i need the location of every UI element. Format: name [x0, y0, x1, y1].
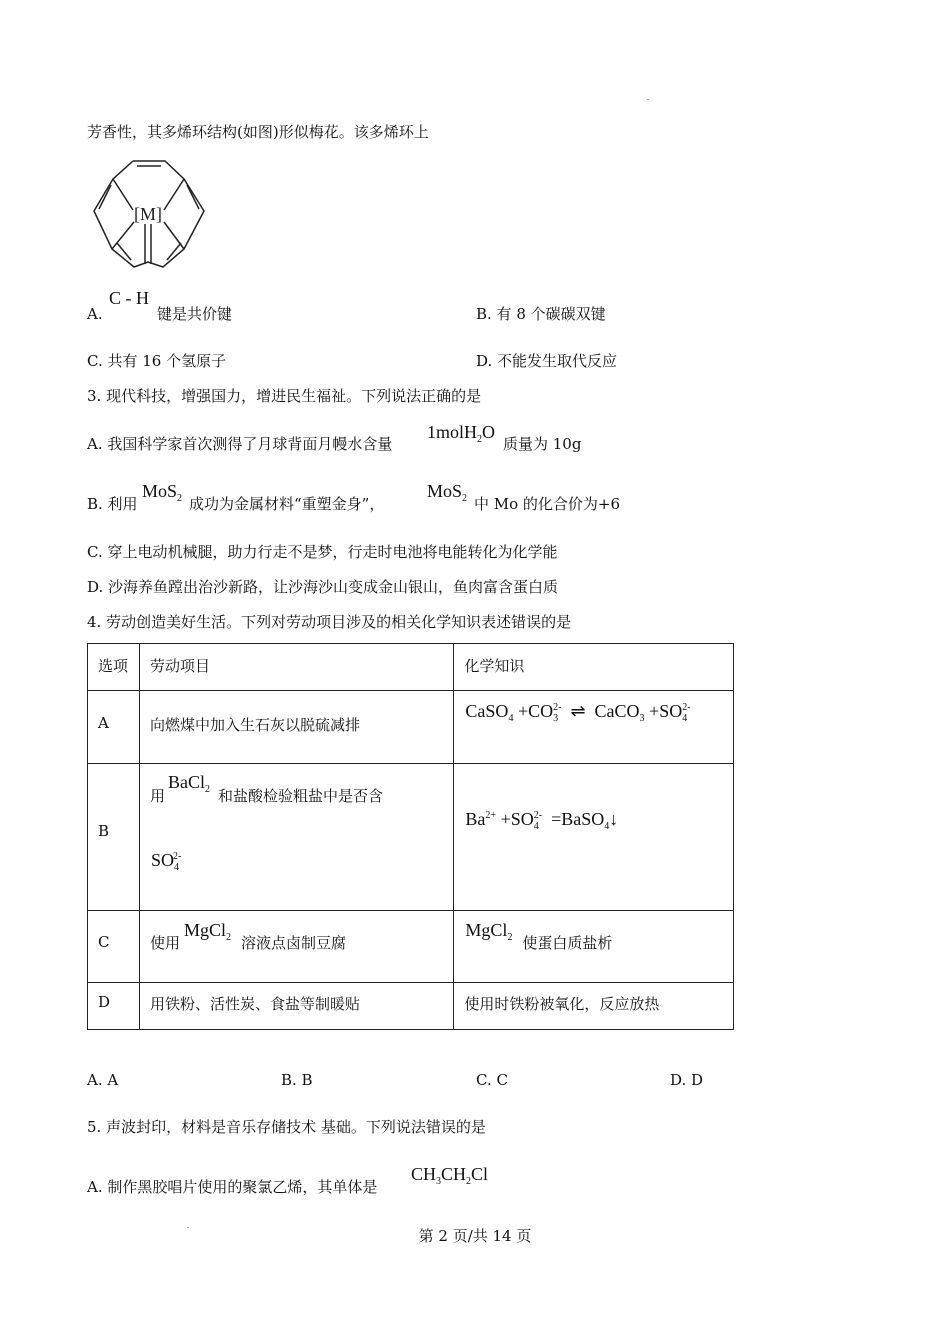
table-row: [88, 691, 734, 764]
q4-option-b: B. B: [281, 1071, 313, 1089]
row-c-formula: MgCl$_2$: [183, 920, 231, 943]
row-d-knowledge: 使用时铁粉被氧化，反应放热: [454, 983, 734, 1030]
q3-option-b-mid: 成功为金属材料“重塑金身”，: [189, 495, 385, 513]
header-project: 劳动项目: [139, 644, 453, 691]
row-c-knowledge: MgCl$_2$ 使蛋白质盐析: [454, 911, 734, 983]
page-footer: 第 2 页/共 14 页: [418, 1227, 532, 1245]
row-b-formula: BaCl$_2$: [167, 772, 210, 795]
row-a-equation: CaSO$_4$ $+CO_3^{2-}$ ⇌ CaCO$_3$ $+SO_4^{2-}$: [465, 701, 691, 724]
q4-option-c: C. C: [476, 1071, 508, 1089]
q4-table: [87, 643, 734, 1030]
q4-stem: 4. 劳动创造美好生活。下列对劳动项目涉及的相关化学知识表述错误的是: [87, 613, 572, 631]
q2-option-d: D. 不能发生取代反应: [476, 352, 618, 370]
table-header-row: [88, 644, 734, 691]
q2-option-a-text: 键是共价键: [157, 305, 233, 323]
q3-option-a-formula: 1molH$_2$O: [427, 422, 496, 445]
q2-option-a-label: A.: [87, 305, 103, 323]
q2-option-c: C. 共有 16 个氢原子: [87, 352, 227, 370]
table-row: [88, 764, 734, 911]
q4-option-a: A. A: [87, 1071, 119, 1089]
q5-option-a-formula: $CH_3CH_2Cl$: [411, 1164, 489, 1187]
q3-option-b-formula-2: MoS$_2$: [427, 481, 468, 504]
q3-option-a-text: A. 我国科学家首次测得了月球背面月幔水含量: [87, 435, 393, 453]
row-d-project: 用铁粉、活性炭、食盐等制暖贴: [139, 983, 453, 1030]
q3-option-b-text: B. 利用: [87, 495, 138, 513]
row-b-project: 用 BaCl$_2$ 和盐酸检验粗盐中是否含 $SO_4^{2-}$: [139, 764, 453, 911]
q2-intro: 芳香性，其多烯环结构(如图)形似梅花。该多烯环上: [87, 123, 429, 141]
q3-stem: 3. 现代科技，增强国力，增进民生福祉。下列说法正确的是: [87, 387, 482, 405]
row-c-knowledge-formula: MgCl$_2$: [465, 920, 513, 943]
table-row: [88, 983, 734, 1030]
row-b-option: B: [88, 764, 140, 911]
q5-stem: 5. 声波封印，材料是音乐存储技术 基础。下列说法错误的是: [87, 1118, 486, 1136]
row-b-sulfate: $SO_4^{2-}$: [150, 850, 182, 873]
q3-option-b-tail: 中 Mo 的化合价为+6: [474, 495, 621, 513]
polyene-ring-diagram: [88, 152, 210, 274]
row-b-equation: $Ba^{2+} +SO_4^{2-}$ =BaSO$_4$↓: [465, 809, 619, 832]
row-c-option: C: [88, 911, 140, 983]
q2-option-a-formula: C - H: [109, 288, 149, 308]
q3-option-a-tail: 质量为 10g: [503, 435, 582, 453]
q2-option-b: B. 有 8 个碳碳双键: [476, 305, 606, 323]
table-row: [88, 911, 734, 983]
q3-option-b-formula: MoS$_2$: [142, 481, 183, 504]
speck: [187, 1227, 189, 1228]
q5-option-a-text: A. 制作黑胶唱片使用的聚氯乙烯，其单体是: [87, 1178, 378, 1196]
metal-label: [M]: [134, 204, 162, 224]
q4-option-d: D. D: [670, 1071, 704, 1089]
row-a-project: 向燃煤中加入生石灰以脱硫减排: [139, 691, 453, 764]
row-a-option: A: [88, 691, 140, 764]
row-d-option: D: [88, 983, 140, 1030]
row-c-project: 使用 MgCl$_2$ 溶液点卤制豆腐: [139, 911, 453, 983]
q3-option-d: D. 沙海养鱼蹚出治沙新路，让沙海沙山变成金山银山，鱼肉富含蛋白质: [87, 578, 559, 596]
q3-option-c: C. 穿上电动机械腿，助力行走不是梦，行走时电池将电能转化为化学能: [87, 543, 558, 561]
row-a-knowledge: [454, 691, 734, 764]
speck: [647, 99, 649, 100]
header-knowledge: 化学知识: [454, 644, 734, 691]
row-b-knowledge: [454, 764, 734, 911]
header-option: 选项: [88, 644, 140, 691]
